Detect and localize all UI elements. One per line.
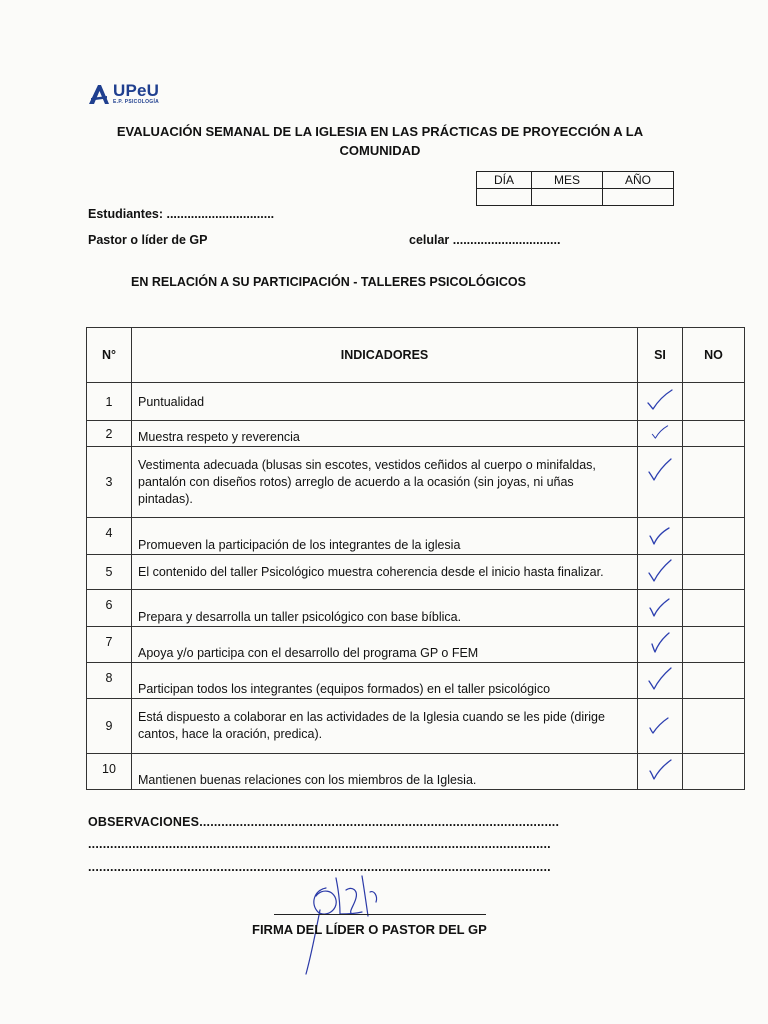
indicator-text: Está dispuesto a colaborar en las actividades de la Iglesia cuando se les pide (dirige cantos, hace la oración, predica). — [132, 699, 638, 754]
table-row — [87, 590, 745, 627]
checkmark-icon — [644, 387, 676, 413]
checkmark-icon — [644, 594, 676, 620]
logo-subtitle: E.P. PSICOLOGÍA — [113, 99, 160, 105]
phone-field[interactable]: celular ............................... — [409, 233, 561, 247]
checkmark-icon — [644, 457, 676, 483]
no-cell[interactable] — [683, 421, 745, 447]
no-header: NO — [683, 328, 745, 383]
yes-cell[interactable] — [638, 754, 683, 790]
indicators-table — [86, 327, 745, 790]
indicator-text: Vestimenta adecuada (blusas sin escotes, vestidos ceñidos al cuerpo o minifaldas, pantalón con diseños rotos) arreglo de acuerdo a la ocasión (sin joyas, ni uñas pintadas). — [132, 447, 638, 518]
row-number: 8 — [87, 663, 132, 699]
yes-cell[interactable] — [638, 699, 683, 754]
num-header: N° — [87, 328, 132, 383]
upeu-logo — [88, 82, 159, 105]
day-header: DÍA — [477, 172, 532, 189]
yes-cell[interactable] — [638, 518, 683, 555]
form-title: EVALUACIÓN SEMANAL DE LA IGLESIA EN LAS PRÁCTICAS DE PROYECCIÓN A LA COMUNIDAD — [116, 124, 644, 158]
table-row — [87, 754, 745, 790]
indicator-text: Apoya y/o participa con el desarrollo del programa GP o FEM — [132, 627, 638, 663]
no-cell[interactable] — [683, 663, 745, 699]
yes-cell[interactable] — [638, 627, 683, 663]
no-cell[interactable] — [683, 590, 745, 627]
table-row — [87, 447, 745, 518]
indicators-header: INDICADORES — [132, 328, 638, 383]
checkmark-icon — [644, 422, 676, 442]
yes-header: SI — [638, 328, 683, 383]
students-field[interactable]: Estudiantes: ............................... — [88, 207, 275, 221]
signature-line — [274, 914, 486, 915]
table-row — [87, 421, 745, 447]
logo-name: UPeU — [113, 81, 160, 100]
table-row — [87, 627, 745, 663]
signature-label: FIRMA DEL LÍDER O PASTOR DEL GP — [252, 922, 487, 937]
indicator-text: El contenido del taller Psicológico muestra coherencia desde el inicio hasta finalizar. — [132, 555, 638, 590]
no-cell[interactable] — [683, 555, 745, 590]
yes-cell[interactable] — [638, 663, 683, 699]
no-cell[interactable] — [683, 518, 745, 555]
indicator-text: Promueven la participación de los integrantes de la iglesia — [132, 518, 638, 555]
indicator-text: Participan todos los integrantes (equipos formados) en el taller psicológico — [132, 663, 638, 699]
no-cell[interactable] — [683, 447, 745, 518]
observations-label[interactable]: OBSERVACIONES.................................................................................................. — [88, 815, 560, 829]
upeu-a-logo-icon — [88, 83, 110, 105]
indicator-text: Puntualidad — [132, 383, 638, 421]
row-number: 7 — [87, 627, 132, 663]
table-row — [87, 518, 745, 555]
yes-cell[interactable] — [638, 555, 683, 590]
yes-cell[interactable] — [638, 590, 683, 627]
row-number: 4 — [87, 518, 132, 555]
yes-cell[interactable] — [638, 447, 683, 518]
table-row — [87, 555, 745, 590]
no-cell[interactable] — [683, 699, 745, 754]
yes-cell[interactable] — [638, 421, 683, 447]
row-number: 6 — [87, 590, 132, 627]
row-number: 3 — [87, 447, 132, 518]
indicator-text: Muestra respeto y reverencia — [132, 421, 638, 447]
observations-line[interactable]: .............................................................................................................................. — [88, 837, 551, 851]
section-title: EN RELACIÓN A SU PARTICIPACIÓN - TALLERES PSICOLÓGICOS — [131, 275, 526, 289]
day-field[interactable] — [477, 189, 532, 206]
table-row — [87, 699, 745, 754]
row-number: 10 — [87, 754, 132, 790]
year-header: AÑO — [603, 172, 674, 189]
table-row — [87, 383, 745, 421]
year-field[interactable] — [603, 189, 674, 206]
no-cell[interactable] — [683, 383, 745, 421]
no-cell[interactable] — [683, 754, 745, 790]
indicator-text: Prepara y desarrolla un taller psicológico con base bíblica. — [132, 590, 638, 627]
row-number: 1 — [87, 383, 132, 421]
pastor-field[interactable]: Pastor o líder de GP — [88, 233, 208, 247]
indicator-text: Mantienen buenas relaciones con los miembros de la Iglesia. — [132, 754, 638, 790]
table-row — [87, 663, 745, 699]
checkmark-icon — [644, 630, 676, 656]
table-header-row — [87, 328, 745, 383]
checkmark-icon — [644, 522, 676, 548]
checkmark-icon — [644, 666, 676, 692]
yes-cell[interactable] — [638, 383, 683, 421]
row-number: 2 — [87, 421, 132, 447]
checkmark-icon — [644, 558, 676, 584]
date-table — [476, 171, 674, 206]
month-header: MES — [532, 172, 603, 189]
checkmark-icon — [644, 712, 676, 738]
row-number: 5 — [87, 555, 132, 590]
no-cell[interactable] — [683, 627, 745, 663]
observations-line[interactable]: .............................................................................................................................. — [88, 860, 551, 874]
checkmark-icon — [644, 757, 676, 783]
row-number: 9 — [87, 699, 132, 754]
month-field[interactable] — [532, 189, 603, 206]
